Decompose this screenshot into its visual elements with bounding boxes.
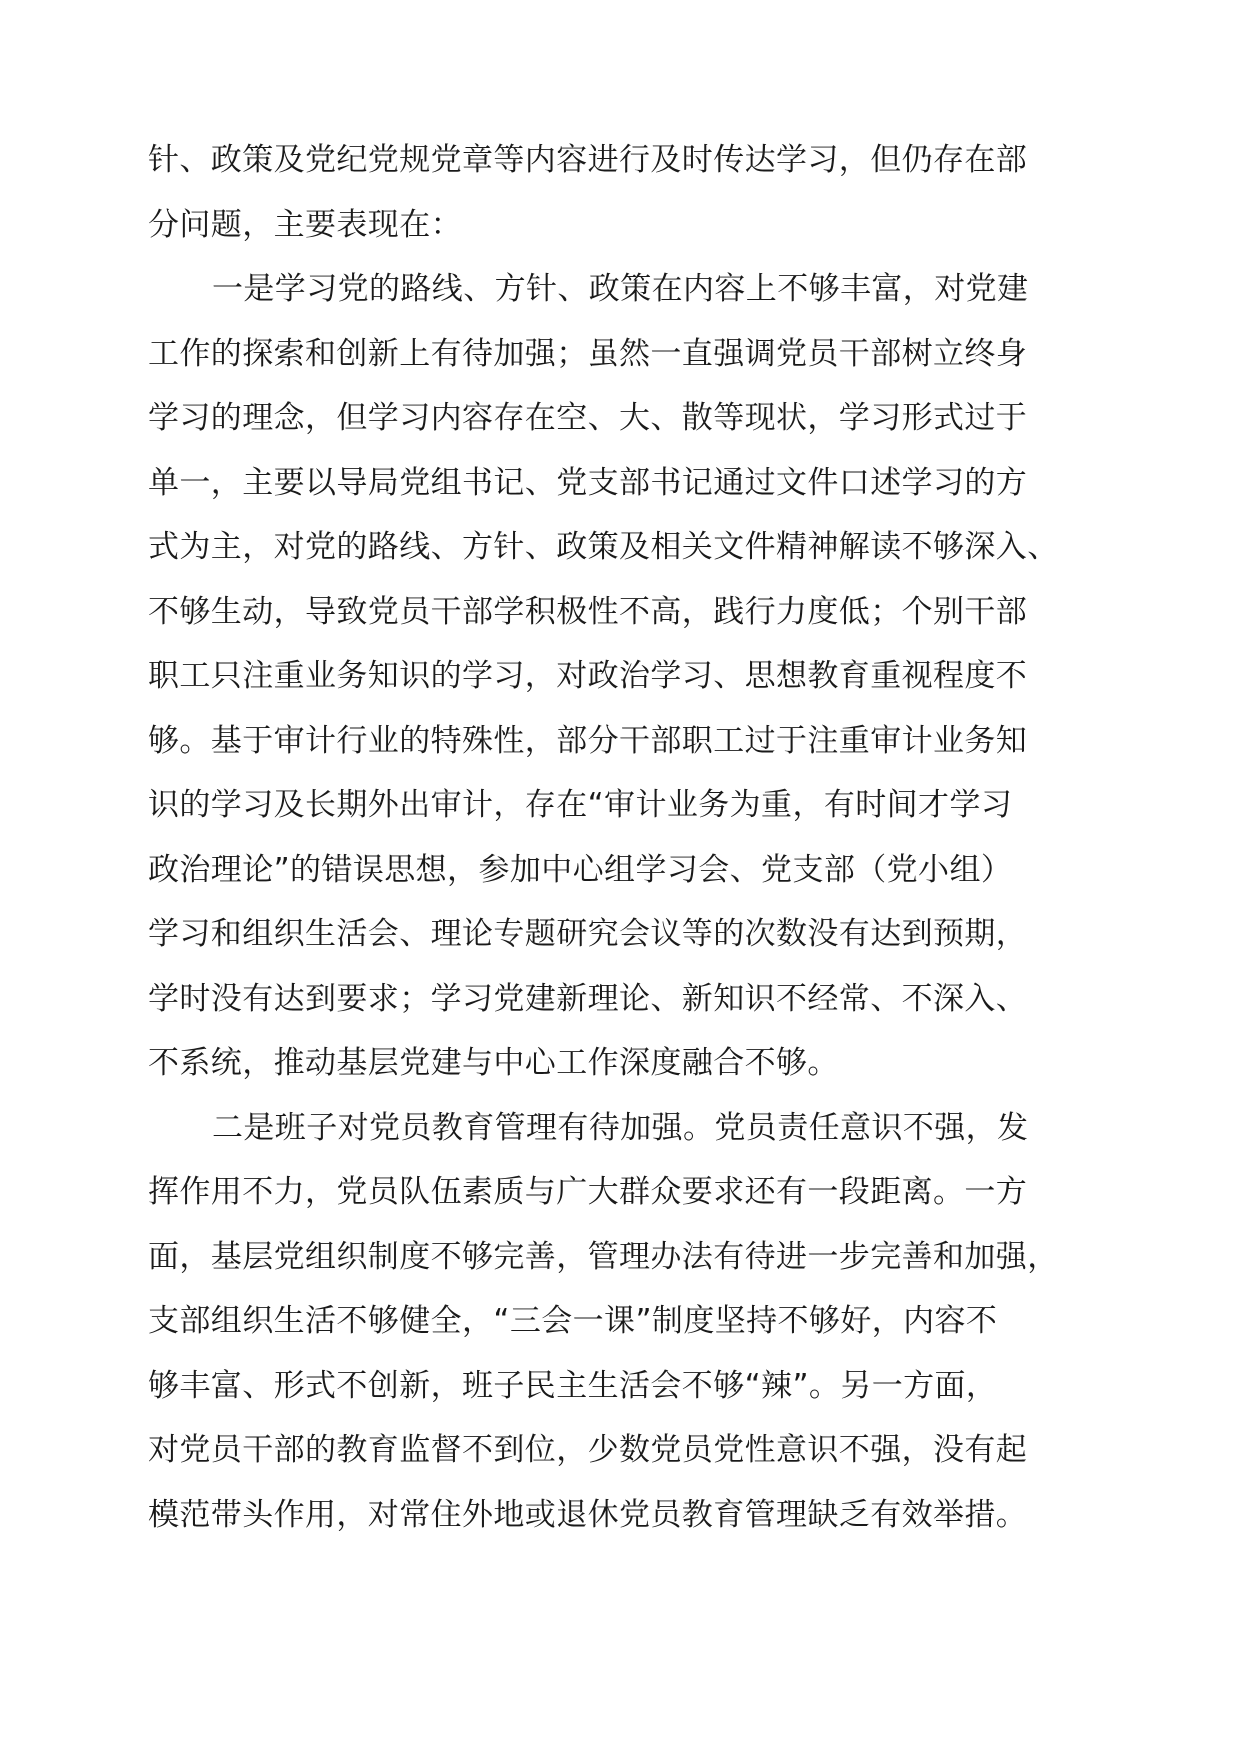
text-line: 式为主，对党的路线、方针、政策及相关文件精神解读不够深入、 (148, 529, 1059, 565)
text-line: 学习和组织生活会、理论专题研究会议等的次数没有达到预期， (148, 916, 1028, 952)
text-line: 学时没有达到要求；学习党建新理论、新知识不经常、不深入、 (148, 980, 1028, 1017)
text-line: 工作的探索和创新上有待加强；虽然一直强调党员干部树立终身 (148, 335, 1028, 372)
text-line: 分问题，主要表现在： (148, 206, 462, 243)
text-line: 识的学习及长期外出审计，存在“审计业务为重，有时间才学习 (148, 787, 1013, 823)
text-line: 面，基层党组织制度不够完善，管理办法有待进一步完善和加强， (148, 1238, 1059, 1275)
text-line: 单一，主要以导局党组书记、党支部书记通过文件口述学习的方 (148, 464, 1028, 501)
text-line: 学习的理念，但学习内容存在空、大、散等现状，学习形式过于 (148, 400, 1028, 436)
text-line: 职工只注重业务知识的学习，对政治学习、思想教育重视程度不 (148, 658, 1028, 694)
text-line: 支部组织生活不够健全，“三会一课”制度坚持不够好，内容不 (148, 1303, 998, 1339)
text-line: 模范带头作用，对常住外地或退休党员教育管理缺乏有效举措。 (148, 1496, 1028, 1533)
text-line: 对党员干部的教育监督不到位，少数党员党性意识不强，没有起 (148, 1432, 1028, 1468)
text-line: 政治理论”的错误思想，参加中心组学习会、党支部（党小组） (148, 851, 1013, 888)
text-line: 针、政策及党纪党规党章等内容进行及时传达学习，但仍存在部 (148, 142, 1028, 178)
text-line: 够丰富、形式不创新，班子民主生活会不够“辣”。另一方面， (148, 1367, 998, 1404)
paragraph-start-line: 一是学习党的路线、方针、政策在内容上不够丰富，对党建 (212, 271, 1029, 307)
text-line: 不够生动，导致党员干部学积极性不高，践行力度低；个别干部 (148, 593, 1028, 630)
paragraph-start-line: 二是班子对党员教育管理有待加强。党员责任意识不强，发 (212, 1109, 1029, 1146)
text-line: 挥作用不力，党员队伍素质与广大群众要求还有一段距离。一方 (148, 1174, 1028, 1210)
document-body (148, 128, 1092, 1547)
text-line: 够。基于审计行业的特殊性，部分干部职工过于注重审计业务知 (148, 722, 1028, 759)
text-line: 不系统，推动基层党建与中心工作深度融合不够。 (148, 1045, 839, 1081)
